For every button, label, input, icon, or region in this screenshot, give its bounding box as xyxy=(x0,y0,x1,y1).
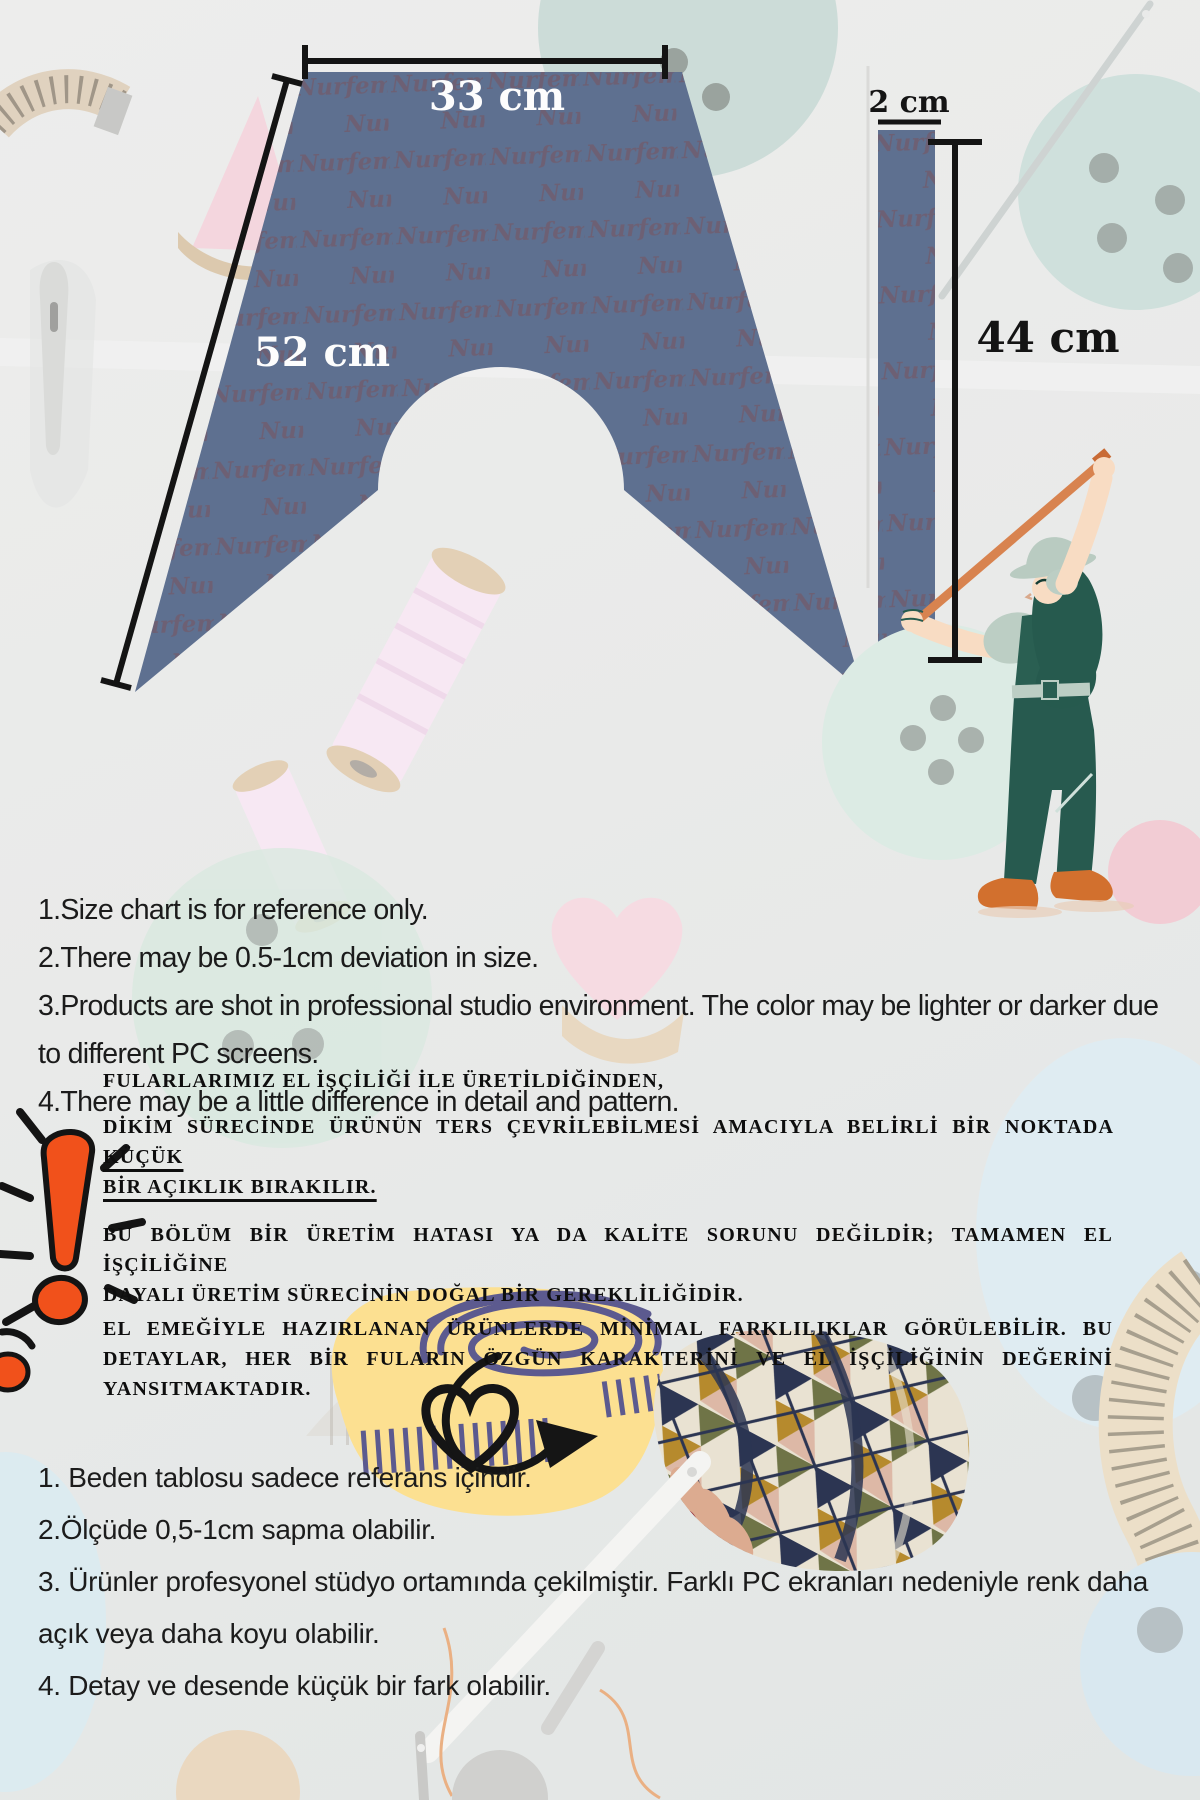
hand xyxy=(1093,457,1115,479)
strip-fabric-piece xyxy=(878,130,935,668)
english-note-line: to different PC screens. xyxy=(38,1038,319,1070)
pants xyxy=(1004,697,1096,886)
top-width-label: 33 cm xyxy=(428,73,566,120)
thread-spool-icon xyxy=(320,539,512,802)
belt-buckle xyxy=(1042,681,1058,699)
button-icon xyxy=(1018,74,1200,310)
turkish-note-line: 1. Beden tablosu sadece referans içindir. xyxy=(38,1462,532,1493)
english-note-line: 4.There may be a little difference in detail and pattern. xyxy=(38,1086,679,1118)
handcraft-line xyxy=(103,1112,1113,1172)
turkish-note-line: açık veya daha koyu olabilir. xyxy=(38,1618,380,1649)
spool-end-decor xyxy=(176,1730,300,1800)
handcraft-line: YANSITMAKTADIR. xyxy=(103,1378,312,1400)
measuring-tape-icon xyxy=(0,87,132,135)
handcraft-underlined-line: BİR AÇIKLIK BIRAKILIR. xyxy=(103,1176,377,1198)
handcraft-line: BU BÖLÜM BİR ÜRETİM HATASI YA DA KALİTE SORUNU DEĞİLDİR; TAMAMEN EL İŞÇİLİĞİNE xyxy=(103,1224,1113,1276)
handcraft-line: EL EMEĞİYLE HAZIRLANAN ÜRÜNLERDE MİNİMAL FARKLILIKLAR GÖRÜLEBİLİR. BU xyxy=(103,1318,1113,1340)
turkish-note-line: 2.Ölçüde 0,5-1cm sapma olabilir. xyxy=(38,1514,437,1545)
english-note-line: 2.There may be 0.5-1cm deviation in size. xyxy=(38,942,539,974)
nose xyxy=(1027,594,1032,599)
turkish-note-line: 3. Ürünler profesyonel stüdyo ortamında çekilmiştir. Farklı PC ekranları nedeniyle renk daha xyxy=(38,1566,1149,1597)
handcraft-line: DAYALI ÜRETİM SÜRECİNİN DOĞAL BİR GEREKLİLİĞİDİR. xyxy=(103,1284,744,1306)
strip-length-label: 44 cm xyxy=(976,313,1120,362)
side-length-label: 52 cm xyxy=(253,329,391,376)
turkish-note-line: 4. Detay ve desende küçük bir fark olabilir. xyxy=(38,1670,551,1701)
hand xyxy=(901,610,923,632)
handcraft-heading: FULARLARIMIZ EL İŞÇİLİĞİ İLE ÜRETİLDİĞİNDEN, xyxy=(103,1070,665,1092)
handcraft-line: DETAYLAR, HER BİR FULARIN ÖZGÜN KARAKTERİNİ VE EL İŞÇİLİĞİNİN DEĞERİNİ xyxy=(103,1348,1113,1370)
needle-icon xyxy=(30,260,96,508)
english-note-line: 3.Products are shot in professional studio environment. The color may be lighter or darker due xyxy=(38,990,1159,1022)
english-note-line: 1.Size chart is for reference only. xyxy=(38,894,428,926)
handcraft-note xyxy=(103,1066,1113,1404)
button-icon xyxy=(452,1750,548,1800)
strip-width-label: 2 cm xyxy=(868,85,950,120)
handcraft-underlined-text: KÜÇÜK xyxy=(103,1146,184,1168)
turkish-notes-list xyxy=(38,1452,1148,1712)
handcraft-line-text: DİKİM SÜRECİNDE ÜRÜNÜN TERS ÇEVRİLEBİLMESİ AMACIYLA BELİRLİ BİR NOKTADA xyxy=(103,1116,1113,1138)
